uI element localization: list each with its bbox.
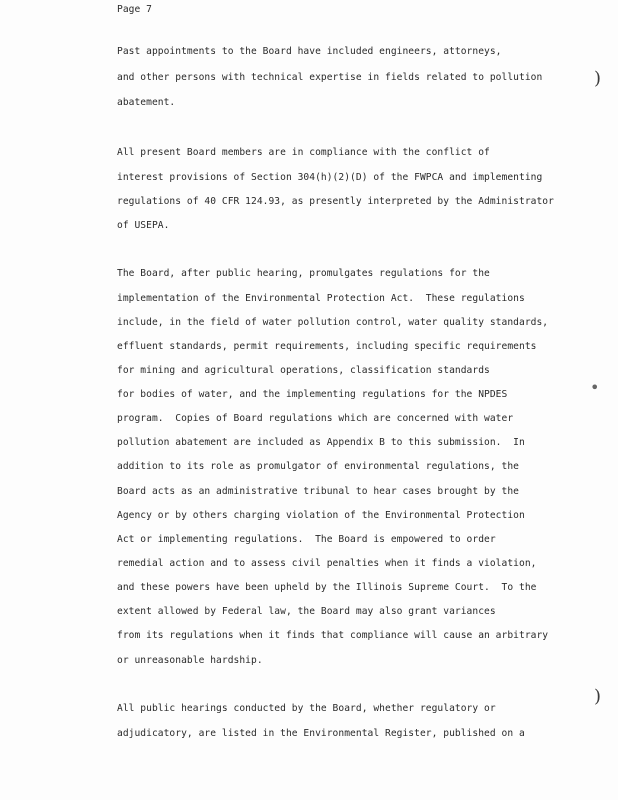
text-line: abatement. bbox=[117, 97, 176, 108]
text-line: program. Copies of Board regulations which are concerned with water bbox=[117, 413, 514, 424]
text-line: and other persons with technical expertise in fields related to pollution bbox=[117, 72, 543, 83]
text-line: Act or implementing regulations. The Board is empowered to order bbox=[117, 534, 496, 545]
text-line: and these powers have been upheld by the Illinois Supreme Court. To the bbox=[117, 582, 537, 593]
text-line: regulations of 40 CFR 124.93, as presently interpreted by the Administrator bbox=[117, 196, 554, 207]
text-line: interest provisions of Section 304(h)(2)(D) of the FWPCA and implementing bbox=[117, 172, 543, 183]
text-line: Past appointments to the Board have included engineers, attorneys, bbox=[117, 46, 502, 57]
margin-mark: • bbox=[590, 378, 600, 397]
text-line: effluent standards, permit requirements, including specific requirements bbox=[117, 341, 537, 352]
text-line: include, in the field of water pollution control, water quality standards, bbox=[117, 317, 549, 328]
text-line: All present Board members are in compliance with the conflict of bbox=[117, 147, 490, 158]
text-line: for mining and agricultural operations, classification standards bbox=[117, 365, 490, 376]
text-line: adjudicatory, are listed in the Environmental Register, published on a bbox=[117, 728, 525, 739]
margin-mark: ) bbox=[594, 68, 602, 89]
text-line: The Board, after public hearing, promulgates regulations for the bbox=[117, 268, 490, 279]
text-line: remedial action and to assess civil penalties when it finds a violation, bbox=[117, 558, 537, 569]
text-line: implementation of the Environmental Protection Act. These regulations bbox=[117, 293, 525, 304]
text-line: pollution abatement are included as Appendix B to this submission. In bbox=[117, 437, 525, 448]
text-line: for bodies of water, and the implementing regulations for the NPDES bbox=[117, 389, 508, 400]
text-line: Agency or by others charging violation of the Environmental Protection bbox=[117, 510, 525, 521]
page-number: Page 7 bbox=[117, 4, 152, 15]
text-line: extent allowed by Federal law, the Board may also grant variances bbox=[117, 606, 496, 617]
text-line: of USEPA. bbox=[117, 220, 170, 231]
text-line: Board acts as an administrative tribunal to hear cases brought by the bbox=[117, 486, 519, 497]
text-line: or unreasonable hardship. bbox=[117, 655, 263, 666]
text-line: from its regulations when it finds that compliance will cause an arbitrary bbox=[117, 630, 549, 641]
margin-mark: ) bbox=[594, 686, 602, 707]
text-line: All public hearings conducted by the Board, whether regulatory or bbox=[117, 703, 496, 714]
text-line: addition to its role as promulgator of environmental regulations, the bbox=[117, 461, 519, 472]
